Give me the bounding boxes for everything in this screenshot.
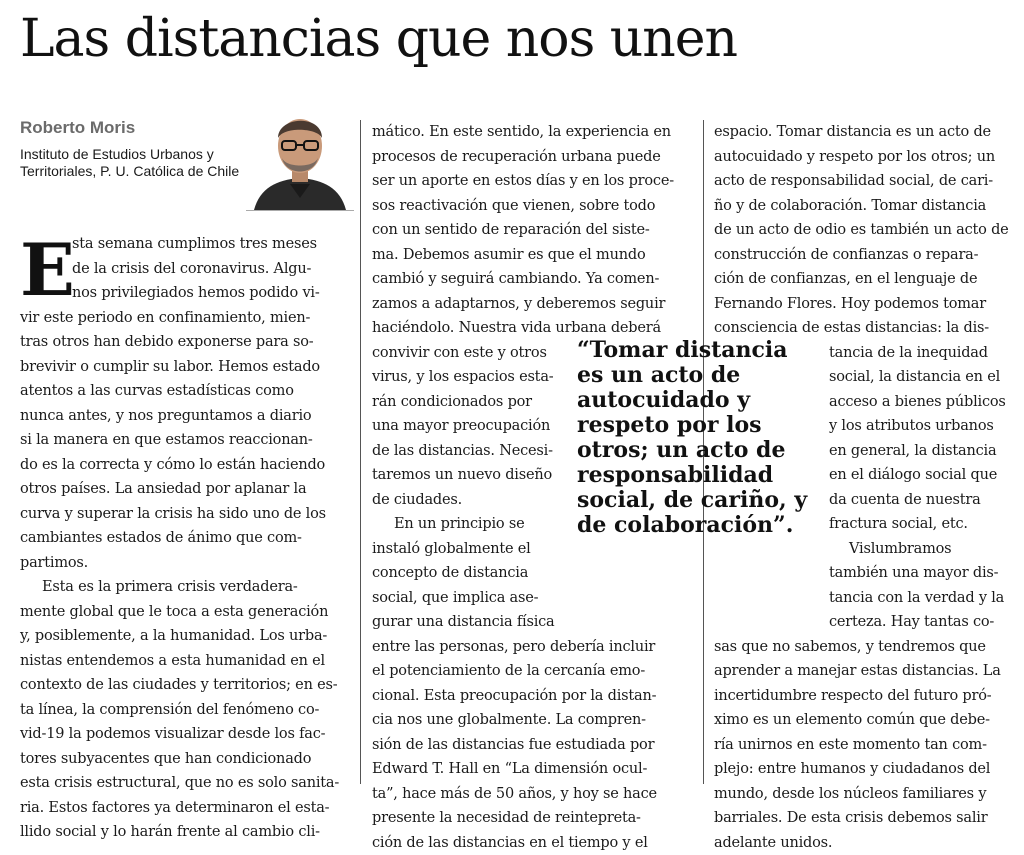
- article-title: Las distancias que nos unen: [20, 4, 737, 74]
- text-line: gurar una distancia física: [372, 610, 702, 635]
- text-line: con un sentido de reparación del siste-: [372, 218, 702, 243]
- text-line: certeza. Hay tantas co-: [714, 610, 1014, 635]
- text-line: y los atributos urbanos: [714, 414, 1014, 439]
- author-photo: [246, 106, 354, 211]
- text-line: entre las personas, pero debería incluir: [372, 635, 702, 660]
- text-line: virus, y los espacios esta-: [372, 365, 702, 390]
- text-line: nistas entendemos a esta humanidad en el: [20, 649, 350, 674]
- text-line: do es la correcta y cómo lo están haciendo: [20, 453, 350, 478]
- text-line: contexto de las ciudades y territorios; en es-: [20, 673, 350, 698]
- text-line: taremos un nuevo diseño: [372, 463, 702, 488]
- text-line: tancia de la inequidad: [714, 341, 1014, 366]
- text-line: haciéndolo. Nuestra vida urbana deberá: [372, 316, 702, 341]
- text-line: construcción de confianzas o repara-: [714, 243, 1014, 268]
- pull-quote: “Tomar distancia es un acto de autocuidado y respeto por los otros; un acto de responsabilidad social, de cariño, y de colaboración”.: [577, 338, 817, 538]
- text-line: acto de responsabilidad social, de cari-: [714, 169, 1014, 194]
- text-line: ta línea, la comprensión del fenómeno co-: [20, 698, 350, 723]
- text-line: mente global que le toca a esta generación: [20, 600, 350, 625]
- author-portrait-icon: [246, 106, 354, 210]
- text-line: de las distancias. Necesi-: [372, 439, 702, 464]
- text-line: Fernando Flores. Hoy podemos tomar: [714, 292, 1014, 317]
- text-line: cia nos une globalmente. La compren-: [372, 708, 702, 733]
- text-line: de ciudades.: [372, 488, 702, 513]
- text-line: ño y de colaboración. Tomar distancia: [714, 194, 1014, 219]
- text-line: sión de las distancias fue estudiada por: [372, 733, 702, 758]
- text-line: convivir con este y otros: [372, 341, 702, 366]
- text-line: si la manera en que estamos reaccionan-: [20, 428, 350, 453]
- text-line: cambió y seguirá cambiando. Ya comen-: [372, 267, 702, 292]
- text-line: el potenciamiento de la cercanía emo-: [372, 659, 702, 684]
- text-line: procesos de recuperación urbana puede: [372, 145, 702, 170]
- text-line: tras otros han debido exponerse para so-: [20, 330, 350, 355]
- column-1: [20, 232, 350, 845]
- text-line: instaló globalmente el: [372, 537, 702, 562]
- text-line: adelante unidos.: [714, 831, 1014, 855]
- text-line: autocuidado y respeto por los otros; un: [714, 145, 1014, 170]
- text-line: vid-19 la podemos visualizar desde los fac-: [20, 722, 350, 747]
- text-line: vir este periodo en confinamiento, mien-: [20, 306, 350, 331]
- text-line: zamos a adaptarnos, y deberemos seguir: [372, 292, 702, 317]
- text-line: ma. Debemos asumir es que el mundo: [372, 243, 702, 268]
- author-affiliation: Instituto de Estudios Urbanos y Territoriales, P. U. Católica de Chile: [20, 146, 250, 180]
- text-line: nos privilegiados hemos podido vi-: [20, 281, 350, 306]
- text-line: tores subyacentes que han condicionado: [20, 747, 350, 772]
- byline: [20, 118, 250, 180]
- text-line: de un acto de odio es también un acto de: [714, 218, 1014, 243]
- text-line: en el diálogo social que: [714, 463, 1014, 488]
- text-line: ser un aporte en estos días y en los proce-: [372, 169, 702, 194]
- text-line: brevivir o cumplir su labor. Hemos estado: [20, 355, 350, 380]
- column-divider: [360, 120, 361, 784]
- text-line: nunca antes, y nos preguntamos a diario: [20, 404, 350, 429]
- text-line: otros países. La ansiedad por aplanar la: [20, 477, 350, 502]
- text-line: de la crisis del coronavirus. Algu-: [20, 257, 350, 282]
- text-line: ria. Estos factores ya determinaron el esta-: [20, 796, 350, 821]
- text-line: curva y superar la crisis ha sido uno de los: [20, 502, 350, 527]
- text-line: partimos.: [20, 551, 350, 576]
- text-line: fractura social, etc.: [714, 512, 1014, 537]
- drop-cap: E: [20, 240, 75, 300]
- author-name: Roberto Moris: [20, 118, 250, 138]
- text-line: cional. Esta preocupación por la distan-: [372, 684, 702, 709]
- text-line: acceso a bienes públicos: [714, 390, 1014, 415]
- text-line: da cuenta de nuestra: [714, 488, 1014, 513]
- text-line: barriales. De esta crisis debemos salir: [714, 806, 1014, 831]
- text-line: en general, la distancia: [714, 439, 1014, 464]
- text-line: y, posiblemente, a la humanidad. Los urba-: [20, 624, 350, 649]
- text-line: aprender a manejar estas distancias. La: [714, 659, 1014, 684]
- text-line: mundo, desde los núcleos familiares y: [714, 782, 1014, 807]
- text-line: esta crisis estructural, que no es solo sanita-: [20, 771, 350, 796]
- text-line: mático. En este sentido, la experiencia en: [372, 120, 702, 145]
- text-line: una mayor preocupación: [372, 414, 702, 439]
- text-line: tancia con la verdad y la: [714, 586, 1014, 611]
- text-line: En un principio se: [372, 512, 702, 537]
- text-line: social, que implica ase-: [372, 586, 702, 611]
- text-line: cambiantes estados de ánimo que com-: [20, 526, 350, 551]
- text-line: sas que no sabemos, y tendremos que: [714, 635, 1014, 660]
- text-line: social, la distancia en el: [714, 365, 1014, 390]
- text-line: también una mayor dis-: [714, 561, 1014, 586]
- text-line: espacio. Tomar distancia es un acto de: [714, 120, 1014, 145]
- text-line: incertidumbre respecto del futuro pró-: [714, 684, 1014, 709]
- text-line: ción de las distancias en el tiempo y el: [372, 831, 702, 855]
- text-line: sta semana cumplimos tres meses: [20, 232, 350, 257]
- text-line: Esta es la primera crisis verdadera-: [20, 575, 350, 600]
- text-line: ción de confianzas, en el lenguaje de: [714, 267, 1014, 292]
- text-line: rán condicionados por: [372, 390, 702, 415]
- text-line: ría unirnos en este momento tan com-: [714, 733, 1014, 758]
- text-line: sos reactivación que vienen, sobre todo: [372, 194, 702, 219]
- text-line: atentos a las curvas estadísticas como: [20, 379, 350, 404]
- text-line: ximo es un elemento común que debe-: [714, 708, 1014, 733]
- text-line: llido social y lo harán frente al cambio cli-: [20, 820, 350, 845]
- text-line: Vislumbramos: [714, 537, 1014, 562]
- text-line: ta”, hace más de 50 años, y hoy se hace: [372, 782, 702, 807]
- text-line: Edward T. Hall en “La dimensión ocul-: [372, 757, 702, 782]
- text-line: presente la necesidad de reintepreta-: [372, 806, 702, 831]
- text-line: plejo: entre humanos y ciudadanos del: [714, 757, 1014, 782]
- text-line: consciencia de estas distancias: la dis-: [714, 316, 1014, 341]
- text-line: concepto de distancia: [372, 561, 702, 586]
